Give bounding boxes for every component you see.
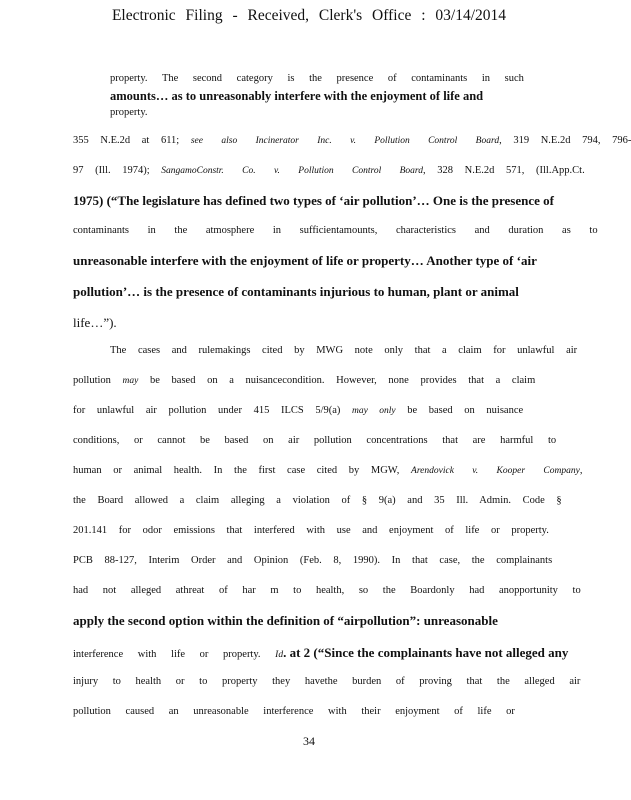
body-text-bold: . at 2 (“Since the complainants have not alleged any (283, 645, 569, 660)
body-line-21 (73, 646, 568, 661)
emphasis-italic: may (122, 376, 139, 386)
body-line-14: conditions, or cannot be based on air pollution concentrations that are harmful to (73, 435, 557, 446)
body-line-9: pollution’… is the presence of contaminants injurious to human, plant or animal (73, 284, 519, 299)
body-line-11: The cases and rulemakings cited by MWG note only that a claim for unlawful air (110, 345, 578, 356)
filing-header: Electronic Filing - Received, Clerk's Office : 03/14/2014 (111, 7, 507, 24)
body-line-7: contaminants in the atmosphere in sufficientamounts, characteristics and duration as to (73, 225, 598, 236)
body-text: be based on a nuisancecondition. However, none provides that a claim (150, 375, 536, 386)
citation-text: , 328 N.E.2d 571, (Ill.App.Ct. (423, 165, 585, 176)
body-line-20: apply the second option within the definition of “airpollution”: unreasonable (73, 613, 498, 628)
citation-text: 97 (Ill. 1974); (73, 165, 150, 176)
case-name-italic: Arendovick v. Kooper Company (411, 466, 580, 476)
body-text: be based on nuisance (407, 405, 524, 416)
quote-line-1: property. The second category is the presence of contaminants in such (110, 73, 524, 84)
citation-text: 355 N.E.2d at 611; (73, 135, 180, 146)
body-line-18: PCB 88-127, Interim Order and Opinion (Feb. 8, 1990). In that case, the complainants (73, 555, 553, 566)
body-line-6: 1975) (“The legislature has defined two types of ‘air pollution’… One is the presence of (73, 193, 554, 208)
body-line-17: 201.141 for odor emissions that interfered with use and enjoyment of life or property. (73, 525, 549, 536)
case-name-italic: see also Incinerator Inc. v. Pollution Control Board (190, 136, 500, 146)
citation-line-1 (73, 136, 631, 147)
emphasis-italic: may only (352, 406, 396, 416)
body-line-22: injury to health or to property they havethe burden of proving that the alleged air (73, 676, 581, 687)
body-text: , (579, 465, 583, 476)
page-number: 34 (303, 734, 315, 748)
body-text: interference with life or property. (73, 649, 261, 660)
body-line-19: had not alleged athreat of har m to health, so the Boardonly had anopportunity to (73, 585, 581, 596)
citation-text: , 319 N.E.2d 794, 796- (499, 135, 631, 146)
quote-line-2: amounts… as to unreasonably interfere with the enjoyment of life and (110, 89, 484, 103)
case-name-italic: SangamoConstr. Co. v. Pollution Control Board (161, 166, 423, 176)
body-text: pollution (73, 375, 111, 386)
citation-line-2 (73, 166, 585, 177)
body-line-12 (73, 376, 535, 387)
body-line-10: life…”). (73, 315, 117, 330)
id-italic: Id (275, 650, 284, 660)
body-line-13 (73, 406, 523, 417)
quote-line-3: property. (110, 107, 148, 118)
body-text: human or animal health. In the first case cited by MGW, (73, 465, 400, 476)
body-line-8: unreasonable interfere with the enjoyment of life or property… Another type of ‘air (73, 253, 537, 268)
body-text: for unlawful air pollution under 415 ILCS 5/9(a) (73, 405, 341, 416)
body-line-23: pollution caused an unreasonable interference with their enjoyment of life or (73, 706, 515, 717)
body-line-15 (73, 466, 582, 477)
body-line-16: the Board allowed a claim alleging a violation of § 9(a) and 35 Ill. Admin. Code § (73, 495, 562, 506)
